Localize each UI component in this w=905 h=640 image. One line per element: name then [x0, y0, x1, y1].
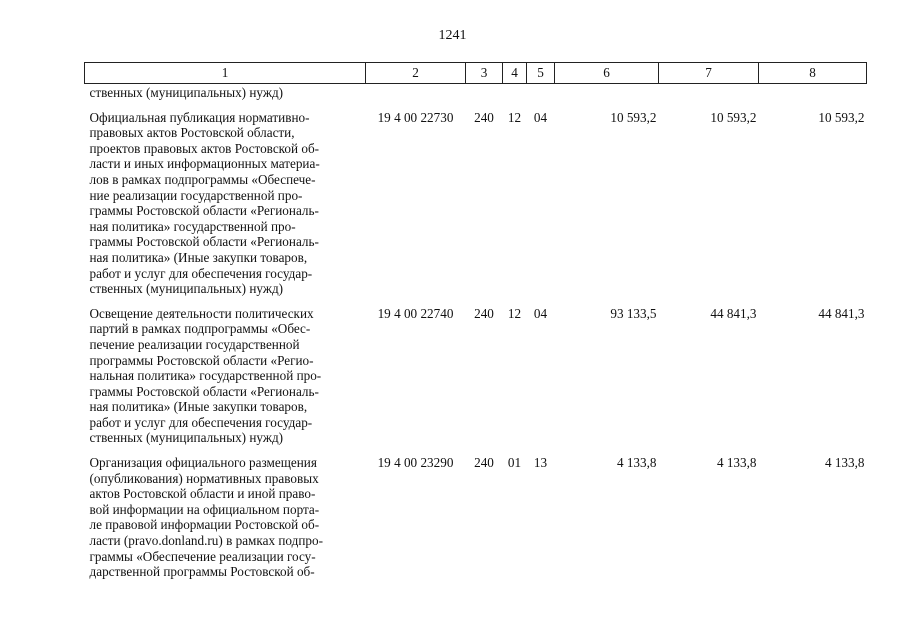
description-line: ная политика» государственной про- [89, 218, 296, 234]
col-header-5: 5 [527, 63, 555, 84]
description-line: ласти (pravo.donland.ru) в рамках подпро- [89, 533, 323, 549]
table-body [85, 84, 867, 580]
value-col-8: 10 593,2 [818, 109, 865, 125]
description-line: Организация официального размещения [89, 455, 317, 471]
row-description [85, 446, 366, 580]
description-line: (опубликования) нормативных правовых [89, 470, 319, 486]
budget-code [366, 84, 466, 101]
budget-code: 19 4 00 22730 [377, 109, 454, 125]
value-col-7: 4 133,8 [716, 455, 757, 471]
table-row [85, 297, 867, 446]
value-col-6 [555, 84, 659, 101]
description-line: дарственной программы Ростовской об- [89, 564, 315, 580]
description-line: вой информации на официальном порта- [89, 501, 320, 517]
description-line: Официальная публикация нормативно- [89, 109, 310, 125]
table-row [85, 101, 867, 297]
description-line: ственных (муниципальных) нужд) [89, 430, 284, 446]
subsection-code: 04 [533, 305, 548, 321]
description-line: программы Ростовской области «Регио- [89, 352, 314, 368]
table-row [85, 84, 867, 101]
subsection-code [527, 84, 555, 101]
col-header-8: 8 [759, 63, 867, 84]
description-line: Освещение деятельности политических [89, 305, 314, 321]
header-row [85, 63, 867, 84]
table-row [85, 446, 867, 580]
budget-table [84, 62, 867, 580]
col-header-7: 7 [659, 63, 759, 84]
section-code: 12 [507, 305, 522, 321]
description-line: ственных (муниципальных) нужд) [89, 281, 284, 297]
col-header-6: 6 [555, 63, 659, 84]
description-line: нальная политика» государственной про- [89, 368, 322, 384]
description-line: работ и услуг для обеспечения государ- [89, 414, 313, 430]
row-description [85, 297, 366, 446]
subsection-code: 13 [533, 455, 548, 471]
section-code: 12 [507, 109, 522, 125]
description-line: граммы Ростовской области «Региональ- [89, 203, 319, 219]
col-header-2: 2 [366, 63, 466, 84]
row-description [85, 84, 366, 101]
value-col-8: 4 133,8 [824, 455, 865, 471]
page-number: 1241 [438, 28, 467, 43]
description-line: проектов правовых актов Ростовской об- [89, 140, 320, 156]
budget-code: 19 4 00 23290 [377, 455, 454, 471]
description-line: работ и услуг для обеспечения государ- [89, 265, 313, 281]
description-line: партий в рамках подпрограммы «Обес- [89, 321, 311, 337]
description-line: ная политика» (Иные закупки товаров, [89, 399, 308, 415]
value-col-8: 44 841,3 [818, 305, 865, 321]
description-line: актов Ростовской области и иной право- [89, 486, 316, 502]
value-col-7 [659, 84, 759, 101]
expense-type-code: 240 [474, 109, 494, 125]
col-header-3: 3 [466, 63, 503, 84]
description-line: граммы Ростовской области «Региональ- [89, 383, 319, 399]
description-line: граммы Ростовской области «Региональ- [89, 234, 319, 250]
expense-type-code: 240 [474, 305, 494, 321]
value-col-7: 10 593,2 [710, 109, 757, 125]
row-description [85, 101, 366, 297]
subsection-code: 04 [533, 109, 548, 125]
value-col-6: 93 133,5 [610, 305, 657, 321]
description-line: печение реализации государственной [89, 336, 300, 352]
section-code [503, 84, 527, 101]
description-line: граммы «Обеспечение реализации госу- [89, 548, 316, 564]
value-col-6: 4 133,8 [616, 455, 657, 471]
description-line: ная политика» (Иные закупки товаров, [89, 249, 308, 265]
value-col-8 [759, 84, 867, 101]
col-header-1: 1 [85, 63, 366, 84]
value-col-7: 44 841,3 [710, 305, 757, 321]
value-col-6: 10 593,2 [610, 109, 657, 125]
col-header-4: 4 [503, 63, 527, 84]
expense-type-code: 240 [474, 455, 494, 471]
description-line: лов в рамках подпрограммы «Обеспече- [89, 171, 316, 187]
description-line: ле правовой информации Ростовской об- [89, 517, 320, 533]
budget-code: 19 4 00 22740 [377, 305, 454, 321]
description-line: правовых актов Ростовской области, [89, 125, 295, 141]
description-line: ственных (муниципальных) нужд) [89, 85, 284, 100]
description-line: ние реализации государственной про- [89, 187, 303, 203]
description-line: ласти и иных информационных материа- [89, 156, 320, 172]
expense-type-code [466, 84, 503, 101]
section-code: 01 [507, 455, 522, 471]
